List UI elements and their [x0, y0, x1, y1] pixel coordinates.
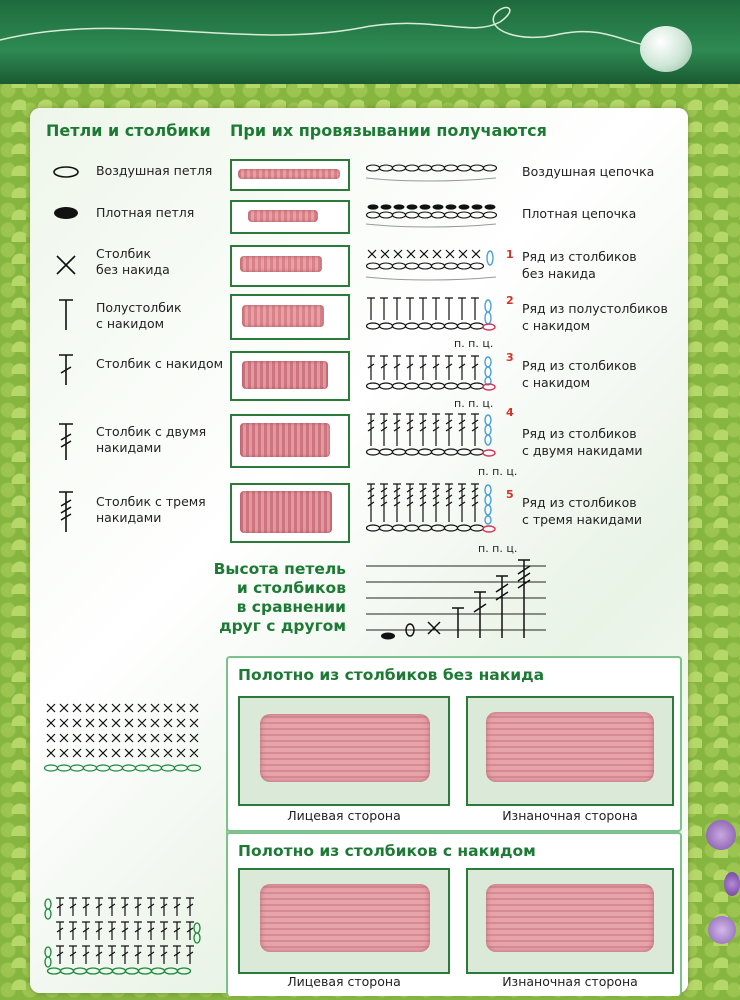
- section-sc-fabric: [226, 656, 682, 832]
- button-decoration-icon: [724, 872, 740, 896]
- turning-chain-note: п. п. ц.: [478, 542, 518, 555]
- slip-chain-diagram: [364, 200, 498, 228]
- result-label: Ряд из столбиков с двумя накидами: [522, 426, 643, 458]
- dc-fabric-diagram: [40, 894, 202, 978]
- stitch-label: Столбик с двумя накидами: [96, 424, 207, 455]
- swatch-photo: [230, 245, 350, 287]
- result-label: Воздушная цепочка: [522, 164, 655, 179]
- stitch-label: Столбик с тремя накидами: [96, 494, 206, 525]
- yarn-ball-icon: [640, 26, 692, 72]
- button-decoration-icon: [708, 916, 736, 944]
- row-number: 4: [506, 406, 514, 419]
- height-comparison-title: Высота петель и столбиков в сравнении друг с другом: [213, 560, 346, 635]
- fabric-photo-back: [466, 696, 674, 806]
- content-panel: [30, 108, 688, 993]
- result-label: Ряд из столбиков без накида: [522, 249, 637, 281]
- turning-chain-note: п. п. ц.: [454, 337, 494, 350]
- swatch-photo: [230, 414, 350, 468]
- swatch-photo: [230, 351, 350, 401]
- height-comparison-diagram: [366, 556, 548, 642]
- header-band: [0, 0, 740, 84]
- double-treble-crochet-icon: [56, 490, 76, 534]
- stitch-label: Полустолбик с накидом: [96, 300, 182, 331]
- caption-back: Изнаночная сторона: [502, 808, 638, 823]
- slip-stitch-icon: [52, 203, 80, 223]
- stitch-label: Воздушная петля: [96, 163, 213, 178]
- heading-results: При их провязывании получаются: [230, 121, 547, 140]
- turning-chain-note: п. п. ц.: [454, 397, 494, 410]
- turning-chain-note: п. п. ц.: [478, 465, 518, 478]
- fabric-photo-back: [466, 868, 674, 974]
- yarn-thread-decoration: [0, 0, 740, 84]
- dtr-row-diagram: [364, 480, 498, 538]
- result-label: Ряд из полустолбиков с накидом: [522, 301, 668, 333]
- fabric-photo-front: [238, 868, 450, 974]
- caption-front: Лицевая сторона: [287, 974, 401, 989]
- button-decoration-icon: [706, 820, 736, 850]
- row-number: 3: [506, 351, 514, 364]
- half-double-crochet-icon: [56, 298, 76, 332]
- single-crochet-icon: [54, 253, 78, 277]
- treble-crochet-icon: [56, 422, 76, 462]
- section-title: Полотно из столбиков без накида: [238, 666, 545, 684]
- caption-back: Изнаночная сторона: [502, 974, 638, 989]
- stitch-label: Плотная петля: [96, 205, 195, 220]
- swatch-photo: [230, 483, 350, 543]
- section-dc-fabric: [226, 832, 682, 996]
- result-label: Ряд из столбиков с накидом: [522, 358, 637, 390]
- swatch-photo: [230, 200, 350, 234]
- stitch-label: Столбик без накида: [96, 246, 170, 277]
- row-number: 5: [506, 488, 514, 501]
- swatch-photo: [230, 159, 350, 191]
- section-title: Полотно из столбиков с накидом: [238, 842, 536, 860]
- caption-front: Лицевая сторона: [287, 808, 401, 823]
- row-number: 1: [506, 248, 514, 261]
- chain-stitch-icon: [52, 162, 80, 182]
- fabric-photo-front: [238, 696, 450, 806]
- row-number: 2: [506, 294, 514, 307]
- chain-diagram: [364, 160, 498, 184]
- stitch-label: Столбик с накидом: [96, 356, 224, 371]
- swatch-photo: [230, 294, 350, 340]
- result-label: Плотная цепочка: [522, 206, 637, 221]
- sc-fabric-diagram: [42, 700, 202, 778]
- heading-loops: Петли и столбики: [46, 121, 211, 140]
- double-crochet-icon: [56, 353, 76, 387]
- dc-row-diagram: [364, 352, 498, 396]
- tr-row-diagram: [364, 410, 498, 462]
- sc-row-diagram: [364, 244, 498, 284]
- hdc-row-diagram: [364, 294, 498, 338]
- result-label: Ряд из столбиков с тремя накидами: [522, 495, 643, 527]
